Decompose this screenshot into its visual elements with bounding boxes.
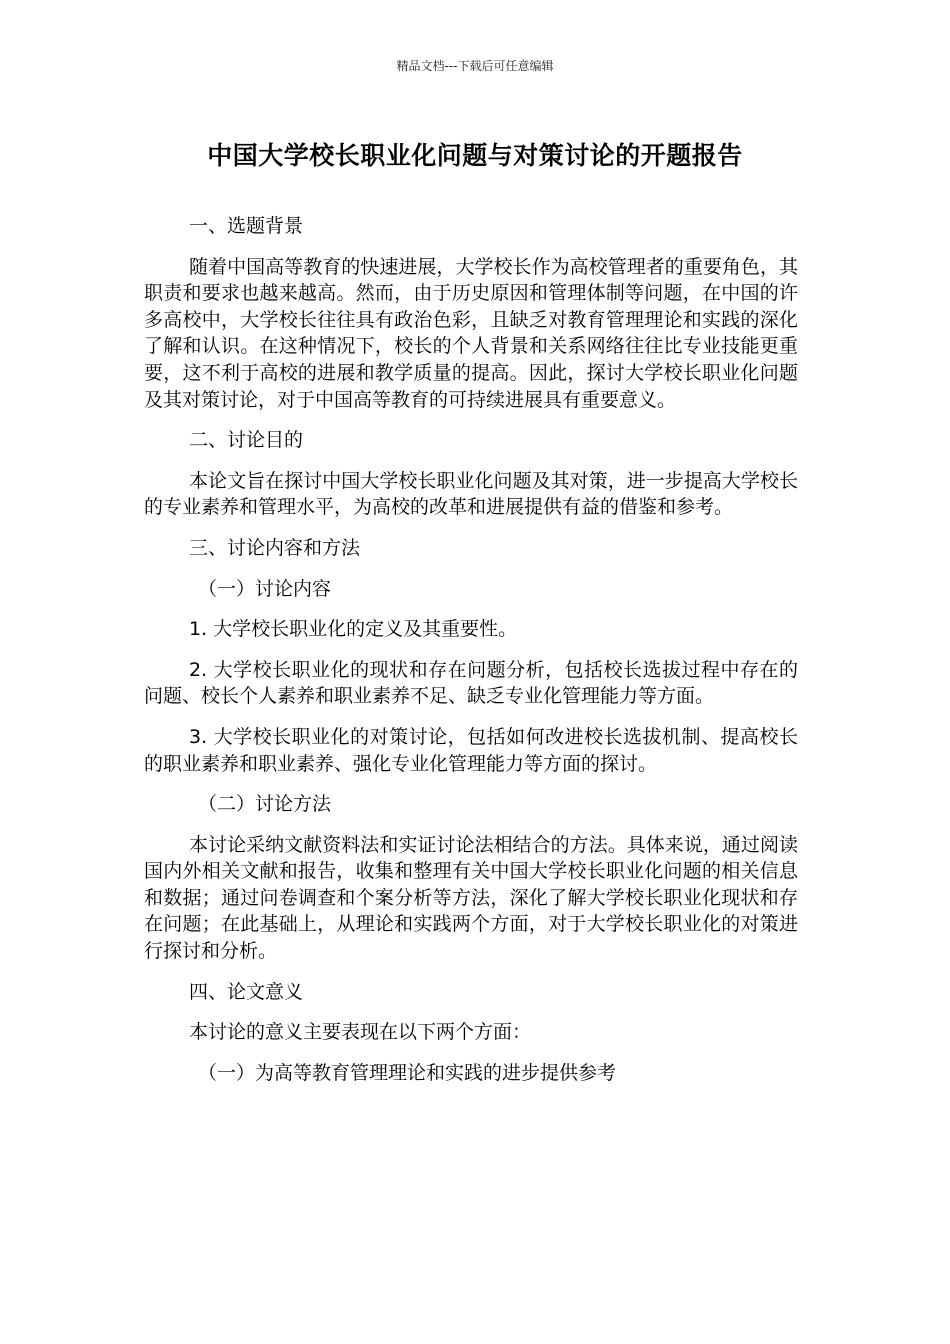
content-item-1: 1. 大学校长职业化的定义及其重要性。 — [189, 618, 518, 641]
significance-intro: 本讨论的意义主要表现在以下两个方面： — [189, 1021, 532, 1044]
content-item-2: 2. 大学校长职业化的现状和存在问题分析，包括校长选拔过程中存在的问题、校长个人素养和职业素养不足、缺乏专业化管理能力等方面。 — [144, 658, 798, 708]
section-heading-background: 一、选题背景 — [189, 215, 304, 237]
purpose-paragraph: 本论文旨在探讨中国大学校长职业化问题及其对策，进一步提高大学校长的专业素养和管理水平，为高校的改革和进展提供有益的借鉴和参考。 — [144, 469, 798, 519]
section-heading-purpose: 二、讨论目的 — [189, 429, 304, 452]
subheading-research-method: （二）讨论方法 — [198, 793, 332, 816]
content-item-3: 3. 大学校长职业化的对策讨论，包括如何改进校长选拔机制、提高校长的职业素养和职业素养、强化专业化管理能力等方面的探讨。 — [144, 725, 798, 775]
significance-subheading-1: （一）为高等教育管理理论和实践的进步提供参考 — [198, 1061, 617, 1084]
section-heading-significance: 四、论文意义 — [189, 980, 304, 1003]
document-title: 中国大学校长职业化问题与对策讨论的开题报告 — [207, 141, 743, 170]
subheading-research-content: （一）讨论内容 — [198, 577, 332, 600]
section-heading-content-method: 三、讨论内容和方法 — [189, 536, 361, 559]
header-note: 精品文档---下载后可任意编辑 — [396, 59, 554, 73]
background-paragraph: 随着中国高等教育的快速进展，大学校长作为高校管理者的重要角色，其职责和要求也越来越高。然而，由于历史原因和管理体制等问题，在中国的许多高校中，大学校长往往具有政治色彩，且缺乏对教育管理理论和实践的深化了解和认识。在这种情况下，校长的个人背景和关系网络往往比专业技能更重要，这不利于高校的进展和教学质量的提高。因此，探讨大学校长职业化问题及其对策讨论，对于中国高等教育的可持续进展具有重要意义。 — [144, 255, 798, 411]
method-paragraph: 本讨论采纳文献资料法和实证讨论法相结合的方法。具体来说，通过阅读国内外相关文献和报告，收集和整理有关中国大学校长职业化问题的相关信息和数据；通过问卷调查和个案分析等方法，深化了解大学校长职业化现状和存在问题；在此基础上，从理论和实践两个方面，对于大学校长职业化的对策进行探讨和分析。 — [144, 833, 798, 963]
document-body — [144, 213, 798, 1100]
